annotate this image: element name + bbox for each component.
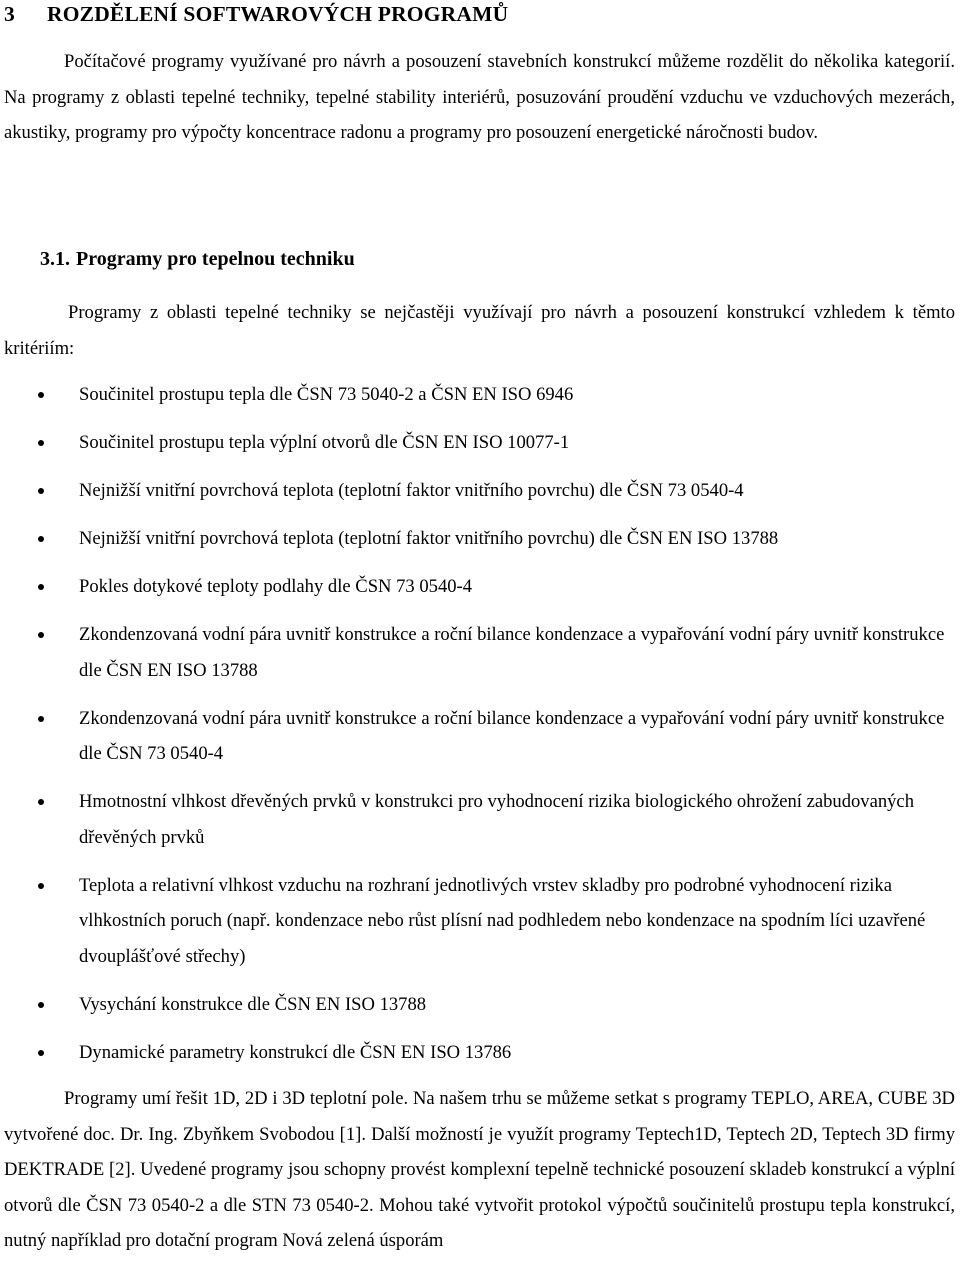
criteria-intro-paragraph: Programy z oblasti tepelné techniky se nejčastěji využívají pro návrh a posouzení konstrukcí vzhledem k těmto kritériím: <box>4 302 955 359</box>
criteria-item <box>0 425 960 461</box>
final-paragraph: Programy umí řešit 1D, 2D i 3D teplotní pole. Na našem trhu se můžeme setkat s programy TEPLO, AREA, CUBE 3D vytvořené doc. Dr. Ing. Zbyňkem Svobodou [1]. Další možností je využít programy Teptech1D, Teptech 2D, Teptech 3D firmy DEKTRADE [2]. Uvedené programy jsou schopny provést komplexní tepelně technické posouzení skladeb konstrukcí a výplní otvorů dle ČSN 73 0540-2 a dle STN 73 0540-2. Mohou také vytvořit protokol výpočtů součinitelů prostupu tepla konstrukcí, nutný například pro dotační program Nová zelená úsporám <box>4 1088 955 1251</box>
bullet-icon <box>38 632 44 638</box>
chapter-title: ROZDĚLENÍ SOFTWAROVÝCH PROGRAMŮ <box>47 2 509 26</box>
criteria-item-text: Nejnižší vnitřní povrchová teplota (teplotní faktor vnitřního povrchu) dle ČSN EN ISO 13788 <box>79 528 779 549</box>
bullet-icon <box>38 883 44 889</box>
criteria-item <box>0 868 960 975</box>
bullet-icon <box>38 1002 44 1008</box>
bullet-icon <box>38 799 44 805</box>
bullet-icon <box>38 440 44 446</box>
section-title: Programy pro tepelnou techniku <box>76 248 355 270</box>
criteria-item-text: Hmotnostní vlhkost dřevěných prvků v konstrukci pro vyhodnocení rizika biologického ohrožení zabudovaných dřevěných prvků <box>79 791 914 848</box>
criteria-item-text: Teplota a relativní vlhkost vzduchu na rozhraní jednotlivých vrstev skladby pro podrobné vyhodnocení rizika vlhkostních poruch (např. kondenzace nebo růst plísní nad podhledem nebo kondenzace na spodním líci uzavřené dvouplášťové střechy) <box>79 874 926 967</box>
bullet-icon <box>38 536 44 542</box>
criteria-item-text: Zkondenzovaná vodní pára uvnitř konstrukce a roční bilance kondenzace a vypařování vodní páry uvnitř konstrukce dle ČSN 73 0540-4 <box>79 707 945 764</box>
criteria-item <box>0 617 960 688</box>
criteria-item <box>0 987 960 1023</box>
bullet-icon <box>38 1050 44 1056</box>
section-heading <box>40 248 355 271</box>
criteria-item <box>0 473 960 509</box>
criteria-item-text: Pokles dotykové teploty podlahy dle ČSN 73 0540-4 <box>79 576 473 597</box>
criteria-item <box>0 1035 960 1071</box>
criteria-item-text: Součinitel prostupu tepla výplní otvorů dle ČSN EN ISO 10077-1 <box>79 432 570 453</box>
criteria-item <box>0 784 960 855</box>
section-number: 3.1. <box>40 248 70 270</box>
criteria-list <box>0 377 960 1083</box>
criteria-item-text: Zkondenzovaná vodní pára uvnitř konstrukce a roční bilance kondenzace a vypařování vodní páry uvnitř konstrukce dle ČSN EN ISO 13788 <box>79 624 945 681</box>
intro-paragraph: Počítačové programy využívané pro návrh a posouzení stavebních konstrukcí můžeme rozdělit do několika kategorií. Na programy z oblasti tepelné techniky, tepelné stability interiérů, posuzování proudění vzduchu ve vzduchových mezerách, akustiky, programy pro výpočty koncentrace radonu a programy pro posouzení energetické náročnosti budov. <box>4 51 955 143</box>
criteria-item-text: Nejnižší vnitřní povrchová teplota (teplotní faktor vnitřního povrchu) dle ČSN 73 0540-4 <box>79 480 744 501</box>
criteria-item <box>0 569 960 605</box>
bullet-icon <box>38 716 44 722</box>
criteria-item <box>0 377 960 413</box>
chapter-number: 3 <box>4 2 15 26</box>
bullet-icon <box>38 488 44 494</box>
criteria-item <box>0 701 960 772</box>
chapter-heading <box>4 2 508 27</box>
criteria-item-text: Součinitel prostupu tepla dle ČSN 73 5040-2 a ČSN EN ISO 6946 <box>79 384 574 405</box>
bullet-icon <box>38 584 44 590</box>
criteria-item-text: Dynamické parametry konstrukcí dle ČSN EN ISO 13786 <box>79 1041 512 1063</box>
criteria-item <box>0 521 960 557</box>
criteria-item-text: Vysychání konstrukce dle ČSN EN ISO 13788 <box>79 993 427 1015</box>
bullet-icon <box>38 392 44 398</box>
